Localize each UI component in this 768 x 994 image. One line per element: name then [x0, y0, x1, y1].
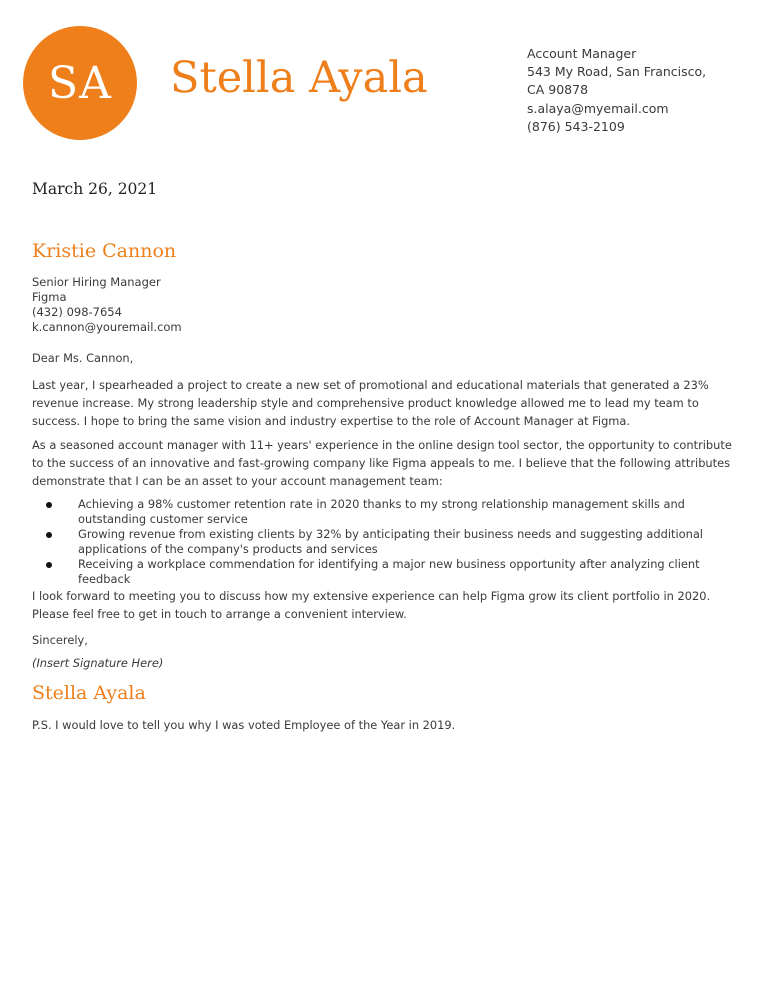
sender-address-line1: 543 My Road, San Francisco, — [527, 64, 707, 80]
recipient-title: Senior Hiring Manager — [32, 275, 161, 289]
sender-address-line2: CA 90878 — [527, 82, 589, 98]
monogram-initials: SA — [48, 57, 112, 109]
monogram-badge — [23, 26, 137, 140]
sender-phone: (876) 543-2109 — [527, 118, 625, 134]
recipient-phone: (432) 098-7654 — [32, 305, 122, 319]
salutation: Dear Ms. Cannon, — [32, 351, 134, 365]
achievement-list — [32, 497, 738, 587]
paragraph-closing: I look forward to meeting you to discuss how my extensive experience can help Figma grow its client portfolio in 2020. Please feel free to get in touch to arrange a convenient interview. — [32, 589, 711, 621]
closing-phrase: Sincerely, — [32, 633, 88, 647]
list-item: Receiving a workplace commendation for identifying a major new business opportunity after analyzing client feedback — [32, 557, 738, 587]
recipient-info-block — [32, 275, 182, 335]
recipient-name: Kristie Cannon — [32, 240, 177, 262]
signoff-name: Stella Ayala — [32, 682, 146, 704]
sender-name: Stella Ayala — [170, 53, 428, 103]
paragraph-intro: Last year, I spearheaded a project to create a new set of promotional and educational materials that generated a 23% revenue increase. My strong leadership style and comprehensive product knowledge allowed me to lead my team to success. I hope to bring the same vision and industry expertise to the role of Account Manager at Figma. — [32, 378, 709, 428]
recipient-company: Figma — [32, 290, 67, 304]
postscript: P.S. I would love to tell you why I was voted Employee of the Year in 2019. — [32, 718, 456, 732]
sender-job-title: Account Manager — [527, 46, 637, 61]
list-item: Achieving a 98% customer retention rate in 2020 thanks to my strong relationship management skills and outstanding customer service — [32, 497, 738, 527]
signature-placeholder: (Insert Signature Here) — [32, 656, 164, 670]
recipient-email: k.cannon@youremail.com — [32, 320, 182, 334]
sender-email: s.alaya@myemail.com — [527, 100, 669, 116]
paragraph-experience: As a seasoned account manager with 11+ years' experience in the online design tool sector, the opportunity to contribute to the success of an innovative and fast-growing company like Figma appeals to me. I believe that the following attributes demonstrate that I can be an asset to your account management team: — [32, 438, 732, 488]
letter-date: March 26, 2021 — [32, 180, 158, 198]
sender-contact-block — [527, 45, 706, 136]
list-item: Growing revenue from existing clients by 32% by anticipating their business needs and suggesting additional applications of the company's products and services — [32, 527, 738, 557]
